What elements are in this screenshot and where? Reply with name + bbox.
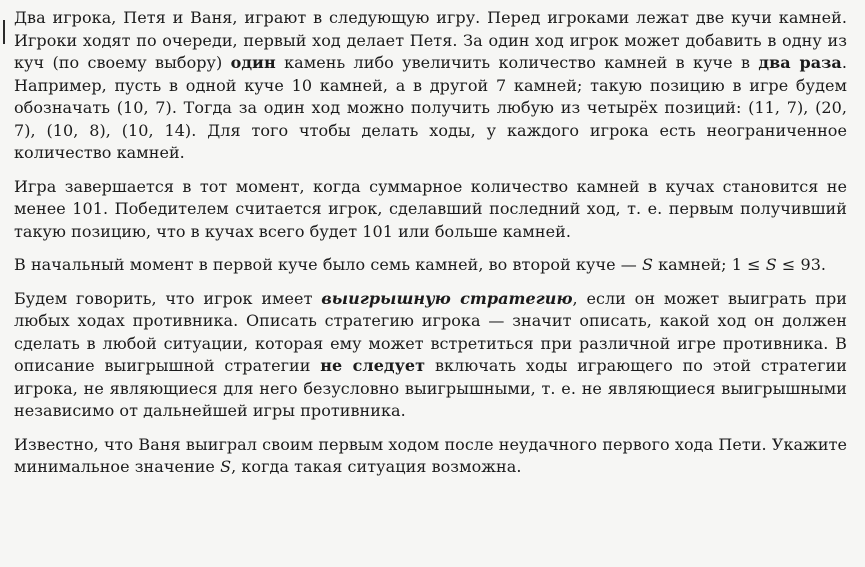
- emphasized-term: выигрышную стратегию: [321, 288, 573, 308]
- paragraph-winning-strategy: [14, 288, 847, 423]
- text-run: Будем говорить, что игрок имеет: [14, 288, 322, 308]
- italic-variable: S: [641, 255, 653, 274]
- bold-text: один: [230, 53, 276, 72]
- text-run: , когда такая ситуация возможна.: [231, 457, 522, 476]
- italic-variable: S: [765, 255, 777, 274]
- text-run: камень либо увеличить количество камней в куче в: [275, 53, 759, 72]
- problem-text: [14, 7, 847, 479]
- bold-text: два раза: [758, 53, 842, 72]
- text-run: Два игрока, Петя и Ваня, играют в следующую игру. Перед игроками лежат две кучи камней. Игроки ходят по очереди, первый ход делает Петя. За один ход игрок может добавить в одну из куч (по своему выбору): [14, 8, 847, 72]
- text-run: камней; 1 ≤: [652, 255, 766, 274]
- italic-variable: S: [220, 457, 232, 476]
- paragraph-end-condition: [14, 176, 847, 244]
- margin-mark: [3, 20, 5, 44]
- bold-text: не следует: [320, 356, 426, 375]
- text-run: . Например, пусть в одной куче 10 камней, а в другой 7 камней; такую позицию в игре будем обозначать (10, 7). Тогда за один ход можно получить любую из четырёх позиций: (11, 7), (20, 7), (10, 8), (10, 14). Для того чтобы делать ходы, у каждого игрока есть неограниченное количество камней.: [14, 53, 847, 162]
- text-run: включать ходы играющего по этой стратегии игрока, не являющиеся для него безусловно выигрышными, т. е. не являющиеся выигрышными независимо от дальнейшей игры противника.: [14, 356, 847, 420]
- text-run: В начальный момент в первой куче было семь камней, во второй куче —: [14, 255, 642, 274]
- text-run: Игра завершается в тот момент, когда суммарное количество камней в кучах становится не менее 101. Победителем считается игрок, сделавший последний ход, т. е. первым получивший такую позицию, что в кучах всего будет 101 или больше камней.: [14, 176, 847, 241]
- text-run: ≤ 93.: [776, 255, 827, 274]
- paragraph-initial-state: [14, 254, 847, 277]
- text-run: Известно, что Ваня выиграл своим первым ходом после неудачного первого хода Пети. Укажите минимальное значение: [14, 434, 847, 476]
- paragraph-rules: [14, 7, 847, 165]
- text-run: , если он может выиграть при любых ходах противника. Описать стратегию игрока — значит описать, какой ход он должен сделать в любой ситуации, которая ему может встретиться при различной игре противника. В описание выигрышной стратегии: [14, 288, 848, 375]
- paragraph-question: [14, 434, 847, 479]
